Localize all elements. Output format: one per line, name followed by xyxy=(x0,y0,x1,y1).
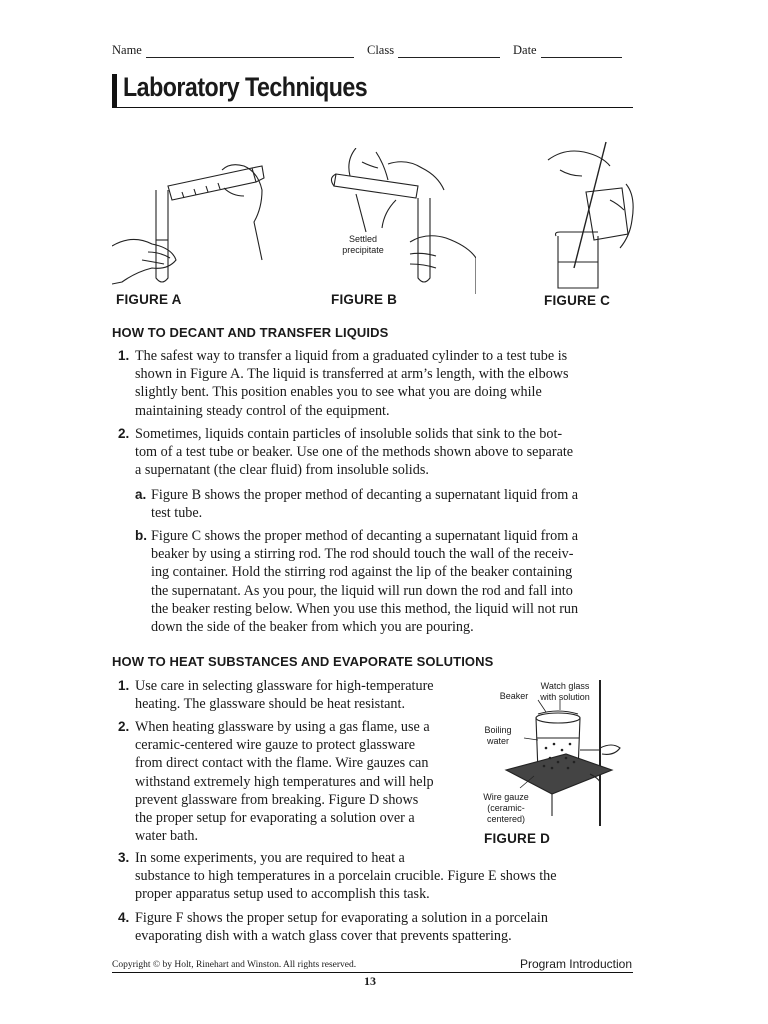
text-line: In some experiments, you are required to heat a xyxy=(135,850,405,866)
name-line xyxy=(146,45,354,58)
decant-item-2 xyxy=(118,425,638,480)
text-line: water bath. xyxy=(135,828,199,845)
decant-subitem-a xyxy=(135,486,640,522)
text-line: beaker by using a stirring rod. The rod should touch the wall of the receiv- xyxy=(151,546,574,563)
figure-d-label: FIGURE D xyxy=(484,831,551,846)
item-number: 3. xyxy=(118,850,130,865)
text-line: maintaining steady control of the equipment. xyxy=(135,402,390,419)
text-line: shown in Figure A. The liquid is transferred at arm’s length, with the elbows xyxy=(135,366,569,383)
footer-rule xyxy=(112,972,633,973)
text-line: test tube. xyxy=(151,505,203,522)
text-line: When heating glassware by using a gas flame, use a xyxy=(135,719,430,735)
figure-c-illustration xyxy=(540,140,636,292)
text-line: heating. The glassware should be heat resistant. xyxy=(135,696,406,713)
decant-subitem-b xyxy=(135,527,640,636)
text-line: ceramic-centered wire gauze to protect glassware xyxy=(135,737,416,754)
text-line: down the side of the beaker from which you are pouring. xyxy=(151,619,474,636)
text-line: a supernatant (the clear fluid) from insoluble solids. xyxy=(135,462,429,479)
figure-d-watch-glass-note: Watch glass with solution xyxy=(540,681,590,702)
text-line: Sometimes, liquids contain particles of insoluble solids that sink to the bot- xyxy=(135,426,563,442)
section-heading-heat: HOW TO HEAT SUBSTANCES AND EVAPORATE SOLUTIONS xyxy=(112,654,494,669)
heat-item-3 xyxy=(118,849,638,904)
text-line: the beaker resting below. When you use this method, the liquid will not run xyxy=(151,600,579,617)
class-field xyxy=(367,43,500,58)
heat-item-2 xyxy=(118,718,488,845)
class-line xyxy=(398,45,500,58)
text-line: The safest way to transfer a liquid from a graduated cylinder to a test tube is xyxy=(135,348,568,364)
title-accent-bar xyxy=(112,74,117,108)
item-number: 1. xyxy=(118,348,130,363)
section-heading-decant: HOW TO DECANT AND TRANSFER LIQUIDS xyxy=(112,325,389,340)
text-line: the proper setup for evaporating a solution over a xyxy=(135,810,415,827)
text-line: tom of a test tube or beaker. Use one of the methods shown above to separate xyxy=(135,444,574,461)
figure-a-label: FIGURE A xyxy=(116,292,182,307)
item-letter: a. xyxy=(135,487,147,502)
decant-item-1 xyxy=(118,347,638,420)
figure-a-illustration xyxy=(112,160,272,292)
date-label: Date xyxy=(513,43,537,57)
text-line: Figure F shows the proper setup for evaporating a solution in a porcelain xyxy=(135,910,548,926)
page-number: 13 xyxy=(364,974,376,988)
heat-item-4 xyxy=(118,909,638,945)
figure-b-label: FIGURE B xyxy=(331,292,398,307)
name-label: Name xyxy=(112,43,142,57)
figure-d-gauze-note: Wire gauze (ceramic-centered) xyxy=(483,792,529,824)
date-field xyxy=(513,43,622,58)
item-letter: b. xyxy=(135,528,147,543)
item-number: 1. xyxy=(118,678,130,693)
figure-d-beaker-note: Beaker xyxy=(499,691,529,701)
text-line: slightly bent. This position enables you to see what you are doing while xyxy=(135,384,542,401)
text-line: Use care in selecting glassware for high-temperature xyxy=(135,678,434,694)
item-number: 4. xyxy=(118,910,130,925)
figure-b-note: Settled precipitate xyxy=(342,234,384,255)
text-line: the supernatant. As you pour, the liquid will run down the rod and fall into xyxy=(151,582,573,599)
footer-section-name: Program Introduction xyxy=(519,957,632,971)
text-line: from direct contact with the flame. Wire gauzes can xyxy=(135,755,429,772)
copyright-notice: Copyright © by Holt, Rinehart and Winston. All rights reserved. xyxy=(112,960,357,970)
text-line: Figure B shows the proper method of decanting a supernatant liquid from a xyxy=(151,487,579,503)
text-line: withstand extremely high temperatures and will help xyxy=(135,773,434,790)
figure-d-boiling-note: Boiling water xyxy=(484,725,512,746)
text-line: ing container. Hold the stirring rod against the lip of the beaker containing xyxy=(151,564,573,581)
figure-c-label: FIGURE C xyxy=(544,293,611,308)
heat-item-1 xyxy=(118,677,488,713)
class-label: Class xyxy=(367,43,395,57)
item-number: 2. xyxy=(118,426,130,441)
text-line: prevent glassware from breaking. Figure D shows xyxy=(135,791,419,808)
text-line: Figure C shows the proper method of decanting a supernatant liquid from a xyxy=(151,528,579,544)
title-rule xyxy=(112,107,633,108)
page-title: Laboratory Techniques xyxy=(123,72,368,102)
text-line: substance to high temperatures in a porcelain crucible. Figure E shows the xyxy=(135,868,557,885)
text-line: proper apparatus setup used to accomplish this task. xyxy=(135,886,430,903)
text-line: evaporating dish with a watch glass cover that prevents spattering. xyxy=(135,928,512,945)
figure-b-illustration xyxy=(326,148,476,294)
item-number: 2. xyxy=(118,719,130,734)
name-field xyxy=(112,43,354,58)
date-line xyxy=(541,45,622,58)
